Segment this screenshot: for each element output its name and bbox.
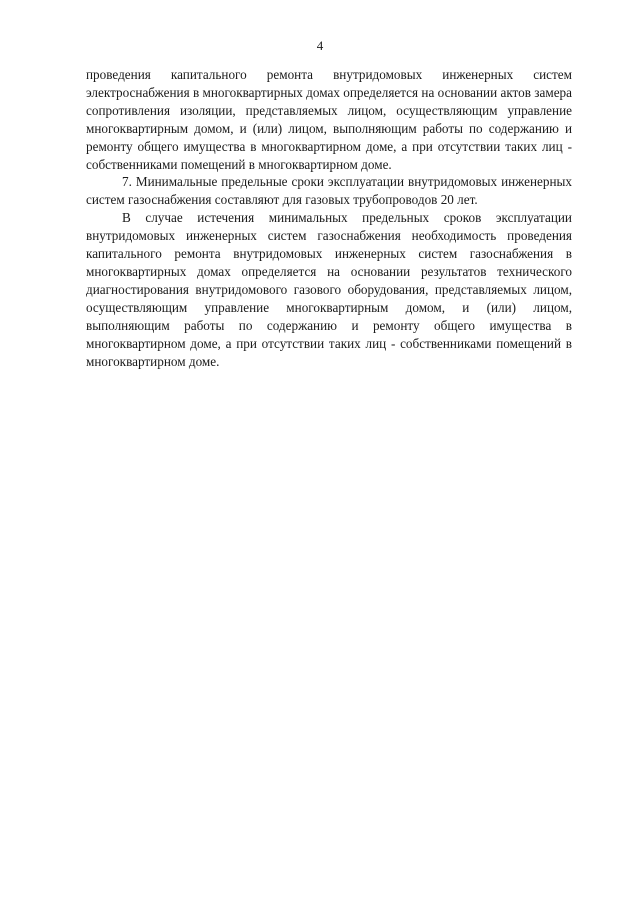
document-body: [86, 66, 572, 370]
paragraph-continuation: проведения капитального ремонта внутридомовых инженерных систем электроснабжения в многоквартирных домах определяется на основании актов замера сопротивления изоляции, представляемых лицом, осуществляющим управление многоквартирным домом, и (или) лицом, выполняющим работы по содержанию и ремонту общего имущества в многоквартирном доме, а при отсутствии таких лиц - собственниками помещений в многоквартирном доме.: [86, 67, 572, 172]
paragraph-gas-expiry: В случае истечения минимальных предельных сроков эксплуатации внутридомовых инженерных систем газоснабжения необходимость проведения капитального ремонта внутридомовых инженерных систем газоснабжения в многоквартирных домах определяется на основании результатов технического диагностирования внутридомового газового оборудования, представляемых лицом, осуществляющим управление многоквартирным домом, и (или) лицом, выполняющим работы по содержанию и ремонту общего имущества в многоквартирном доме, а при отсутствии таких лиц - собственниками помещений в многоквартирном доме.: [86, 210, 572, 369]
page-number: 4: [316, 38, 324, 53]
paragraph-item-7: 7. Минимальные предельные сроки эксплуатации внутридомовых инженерных систем газоснабжения составляют для газовых трубопроводов 20 лет.: [86, 174, 572, 208]
